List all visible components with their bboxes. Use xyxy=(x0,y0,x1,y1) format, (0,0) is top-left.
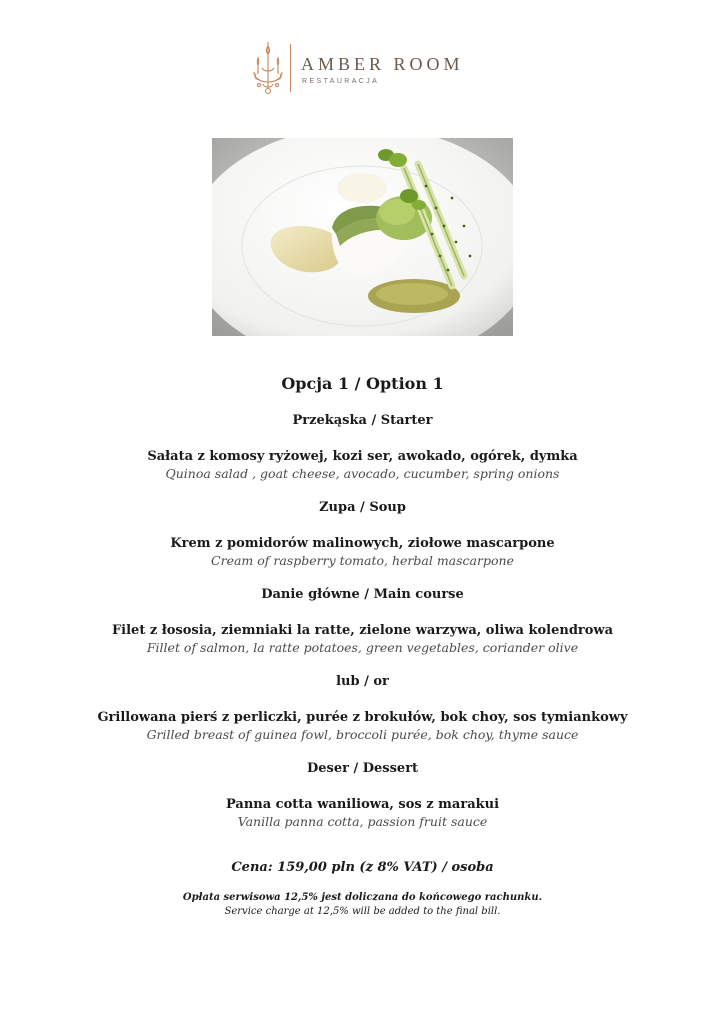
dish-name-pl: Filet z łososia, ziemniaki la ratte, zielone warzywa, oliwa kolendrowa xyxy=(111,623,614,638)
chandelier-icon xyxy=(250,40,286,96)
dish-soup xyxy=(0,535,725,569)
menu-content xyxy=(0,374,725,919)
dish-name-pl: Grillowana pierś z perliczki, purée z brokułów, bok choy, sos tymiankowy xyxy=(97,710,628,725)
section-title-dessert: Deser / Dessert xyxy=(306,761,419,776)
price-per-person: Cena: 159,00 pln (z 8% VAT) / osoba xyxy=(231,860,494,875)
section-title-main-course: Danie główne / Main course xyxy=(261,587,464,602)
service-fee-note-pl: Opłata serwisowa 12,5% jest doliczana do końcowego rachunku. xyxy=(182,892,543,903)
service-fee-note-en: Service charge at 12,5% will be added to the final bill. xyxy=(224,906,501,917)
dish-name-pl: Sałata z komosy ryżowej, kozi ser, awokado, ogórek, dymka xyxy=(147,449,578,464)
dish-name-pl: Krem z pomidorów malinowych, ziołowe mascarpone xyxy=(170,536,555,551)
dish-photo xyxy=(212,138,513,336)
logo-divider xyxy=(290,44,291,92)
brand-subtitle: RESTAURACJA xyxy=(302,78,380,85)
dish-starter xyxy=(0,448,725,482)
dish-main-course xyxy=(0,622,725,656)
dish-main-course-alt xyxy=(0,709,725,743)
section-title-starter: Przekąska / Starter xyxy=(292,413,433,428)
section-title-or: lub / or xyxy=(336,674,389,689)
brand-name: AMBER ROOM xyxy=(301,54,464,74)
restaurant-logo xyxy=(250,40,480,96)
option-title: Opcja 1 / Option 1 xyxy=(281,374,444,393)
dish-name-en: Quinoa salad , goat cheese, avocado, cucumber, spring onions xyxy=(165,466,560,481)
dish-name-en: Cream of raspberry tomato, herbal mascarpone xyxy=(211,553,514,568)
section-title-soup: Zupa / Soup xyxy=(319,500,406,515)
dish-name-pl: Panna cotta waniliowa, sos z marakui xyxy=(225,797,500,812)
dish-name-en: Grilled breast of guinea fowl, broccoli purée, bok choy, thyme sauce xyxy=(146,727,579,742)
dish-name-en: Vanilla panna cotta, passion fruit sauce xyxy=(237,814,488,829)
dish-dessert xyxy=(0,796,725,830)
dish-name-en: Fillet of salmon, la ratte potatoes, green vegetables, coriander olive xyxy=(146,640,579,655)
